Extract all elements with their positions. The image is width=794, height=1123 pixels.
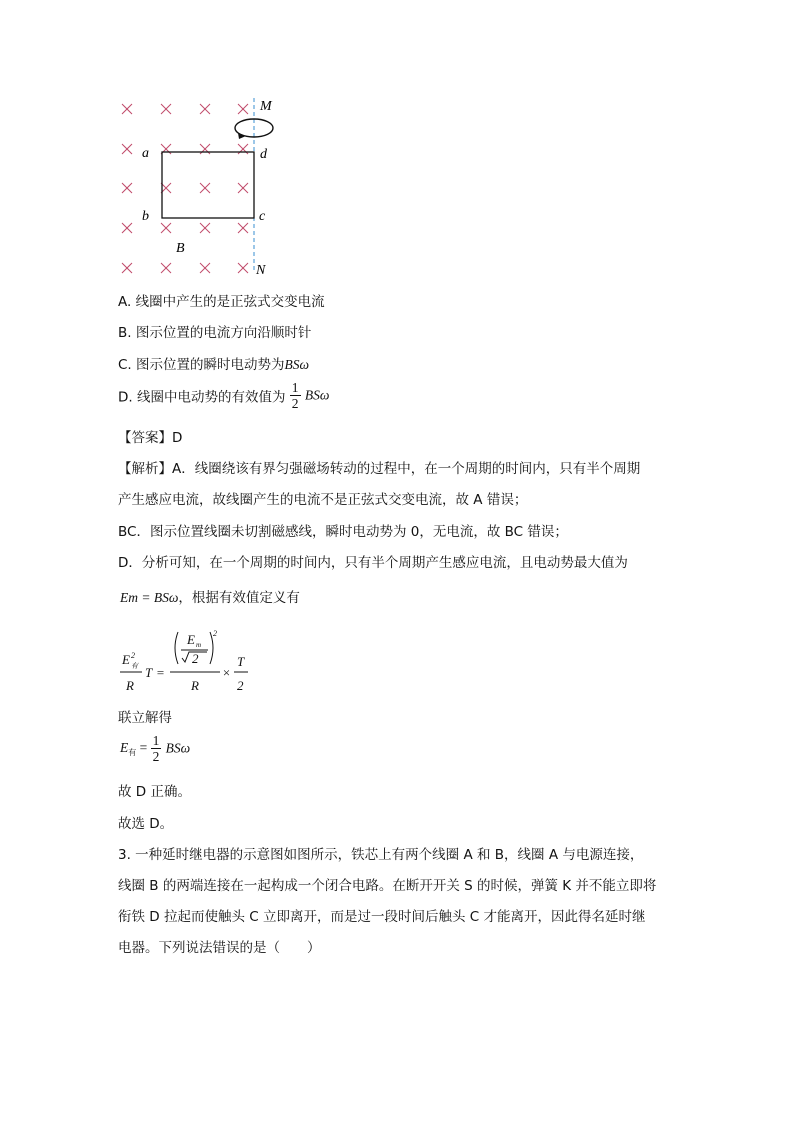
- svg-text:R: R: [126, 678, 134, 693]
- field-cross-icon: [161, 223, 171, 233]
- label-d: d: [260, 147, 267, 162]
- label-a: a: [142, 146, 149, 161]
- em-formula-line: [120, 586, 300, 606]
- analysis-line-4: D．分析可知，在一个周期的时间内，只有半个周期产生感应电流，且电动势最大值为: [118, 555, 628, 571]
- label-B: B: [176, 241, 185, 256]
- result-equation: [120, 733, 190, 764]
- field-cross-icon: [200, 104, 210, 114]
- field-cross-icon: [200, 223, 210, 233]
- svg-text:T: T: [145, 665, 153, 680]
- analysis-line-1: 【解析】A．线圈绕该有界匀强磁场转动的过程中，在一个周期的时间内，只有半个周期: [118, 461, 641, 477]
- result-fraction: $\frac{1}{2}$: [152, 733, 160, 764]
- field-cross-icon: [161, 263, 171, 273]
- field-cross-icon: [122, 104, 132, 114]
- question-3-line-2: 线圈 B 的两端连接在一起构成一个闭合电路。在断开开关 S 的时候，弹簧 K 并不能立即将: [118, 878, 657, 894]
- option-d-fraction: $\frac{1}{2}$: [291, 380, 299, 411]
- label-b: b: [142, 209, 149, 224]
- analysis-line-3: BC．图示位置线圈未切割磁感线，瞬时电动势为 0，无电流，故 BC 错误；: [118, 524, 568, 540]
- svg-text:E: E: [122, 652, 130, 667]
- field-crosses: [122, 104, 248, 273]
- rotation-arrowhead: [238, 133, 246, 139]
- magnetic-field-diagram: [110, 92, 290, 282]
- question-3-line-3: 衔铁 D 拉起而使触头 C 立即离开，而是过一段时间后触头 C 才能离开，因此得名延时继: [118, 909, 646, 925]
- field-cross-icon: [238, 183, 248, 193]
- answer: 【答案】D: [118, 430, 183, 446]
- field-cross-icon: [200, 263, 210, 273]
- option-d-math: BSω: [304, 387, 330, 403]
- svg-text:=: =: [156, 665, 165, 680]
- svg-text:有: 有: [131, 662, 138, 670]
- field-cross-icon: [122, 263, 132, 273]
- question-3-line-4: 电器。下列说法错误的是（ ）: [118, 940, 321, 956]
- result-rhs: BSω: [165, 740, 191, 756]
- field-cross-icon: [122, 144, 132, 154]
- conclusion: 故 D 正确。: [118, 784, 191, 800]
- effective-value-equation: [118, 622, 268, 698]
- em-formula: Em = BSω: [120, 590, 179, 605]
- option-b: B. 图示位置的电流方向沿顺时针: [118, 325, 312, 341]
- joint-solve: 联立解得: [118, 710, 172, 726]
- label-N: N: [256, 263, 266, 278]
- option-a: A. 线圈中产生的是正弦式交变电流: [118, 294, 325, 310]
- field-cross-icon: [122, 223, 132, 233]
- svg-text:2: 2: [213, 629, 217, 638]
- field-cross-icon: [238, 104, 248, 114]
- field-cross-icon: [200, 183, 210, 193]
- question-3-line-1: 3. 一种延时继电器的示意图如图所示，铁芯上有两个线圈 A 和 B，线圈 A 与电源连接，: [118, 847, 644, 863]
- choose: 故选 D。: [118, 816, 174, 832]
- option-d-text: D. 线圈中电动势的有效值为: [118, 389, 286, 406]
- svg-text:R: R: [191, 678, 199, 693]
- label-c: c: [259, 209, 266, 224]
- svg-text:E: E: [187, 632, 195, 647]
- field-cross-icon: [238, 263, 248, 273]
- svg-text:2: 2: [131, 651, 135, 660]
- result-lhs: $E_有$ =: [120, 739, 151, 757]
- label-M: M: [260, 99, 272, 114]
- svg-text:T: T: [237, 654, 245, 669]
- option-c: [118, 353, 309, 373]
- svg-text:m: m: [196, 641, 202, 649]
- field-cross-icon: [161, 104, 171, 114]
- svg-text:×: ×: [222, 665, 231, 680]
- svg-text:2: 2: [192, 651, 199, 666]
- option-c-text: C. 图示位置的瞬时电动势为: [118, 357, 285, 373]
- option-d: [118, 380, 329, 411]
- option-c-math: BSω: [284, 357, 310, 372]
- analysis-line-2: 产生感应电流，故线圈产生的电流不是正弦式交变电流，故 A 错误；: [118, 492, 528, 508]
- svg-text:2: 2: [237, 678, 244, 693]
- analysis-line-5: ，根据有效值定义有: [178, 590, 300, 606]
- field-cross-icon: [122, 183, 132, 193]
- field-cross-icon: [238, 223, 248, 233]
